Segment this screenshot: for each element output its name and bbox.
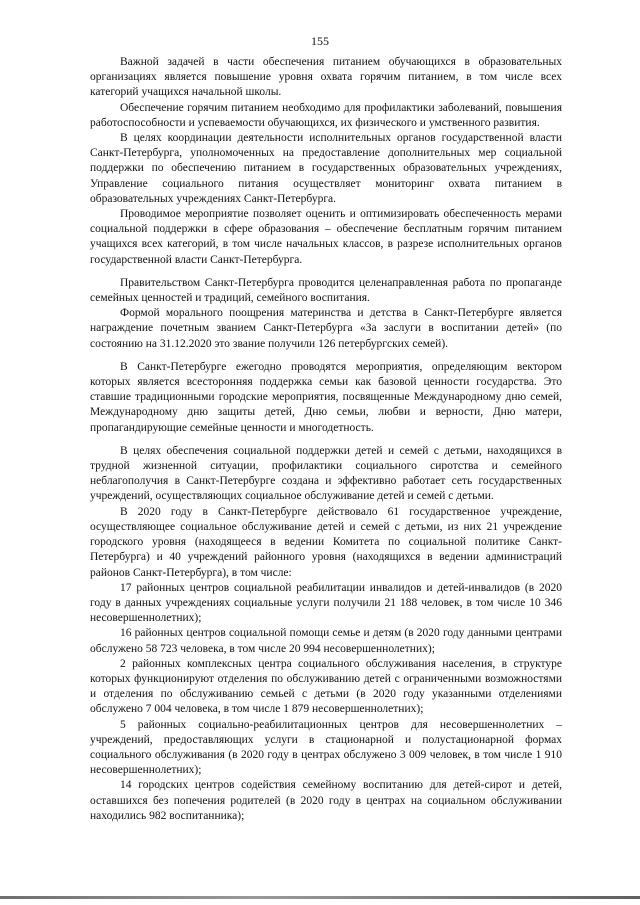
list-item-3: 2 районных комплексных центра социального обслуживания населения, в структуре которых функционируют отделения по обслуживанию детей с ограниченными возможностями и отделения по обслуживанию семьей с детьми (в 2020 году указанными отделениями обслужено 7 004 человека, в том числе 1 879 несовершеннолетних);: [90, 657, 562, 716]
paragraph-3: В целях координации деятельности исполнительных органов государственной власти Санкт-Петербурга, уполномоченных на предоставление дополнительных мер социальной поддержки по обеспечению питанием в государственных образовательных учреждениях, Управление социального питания осуществляет мониторинг охвата питанием в образовательных учреждениях Санкт-Петербурга.: [90, 132, 562, 205]
paragraph-2: Обеспечение горячим питанием необходимо для профилактики заболеваний, повышения работоспособности и успеваемости обучающихся, их физического и умственного развития.: [90, 101, 562, 129]
paragraph-4: Проводимое мероприятие позволяет оценить и оптимизировать обеспеченность мерами социальной поддержки в сфере образования – обеспечение бесплатным горячим питанием учащихся всех категорий, в том числе начальных классов, в разрезе исполнительных органов государственной власти Санкт-Петербурга.: [90, 208, 562, 266]
list-item-5: 14 городских центров содействия семейному воспитанию для детей-сирот и детей, оставшихся без попечения родителей (в 2020 году в центрах на социальном обслуживании находились 982 воспитанника);: [90, 779, 562, 822]
list-item-4: 5 районных социально-реабилитационных центров для несовершеннолетних – учреждений, предоставляющих услуги в стационарной и полустационарной формах социального обслуживания (в 2020 году в центрах обслужено 3 009 человек, в том числе 1 910 несовершеннолетних);: [90, 718, 562, 777]
paragraph-8: В целях обеспечения социальной поддержки детей и семей с детьми, находящихся в трудной жизненной ситуации, профилактики социального сиротства и семейного неблагополучия в Санкт-Петербурге создана и эффективно работает сеть государственных учреждений, осуществляющих социальное обслуживание детей и семей с детьми.: [90, 444, 562, 503]
scan-edge-line: [0, 896, 640, 899]
page-body: [90, 55, 562, 824]
paragraph-9: В 2020 году в Санкт-Петербурге действовало 61 государственное учреждение, осуществляющее социальное обслуживание детей и семей с детьми, из них 21 учреждение городского уровня (находящееся в ведении Комитета по социальной политике Санкт-Петербурга) и 40 учреждений районного уровня (находящихся в ведении администраций районов Санкт-Петербурга), в том числе:: [90, 505, 562, 579]
paragraph-7: В Санкт-Петербурге ежегодно проводятся мероприятия, определяющим вектором которых является всесторонняя поддержка семьи как базовой ценности государства. Это ставшие традиционными городские мероприятия, посвященные Международному дню семей, Международному дню защиты детей, Дню семьи, любви и верности, Дню матери, пропагандирующие семейные ценности и многодетность.: [90, 360, 562, 434]
page-number: 155: [311, 34, 329, 48]
list-item-2: 16 районных центров социальной помощи семье и детям (в 2020 году данными центрами обслужено 58 723 человека, в том числе 20 994 несовершеннолетних);: [90, 627, 562, 655]
paragraph-5: Правительством Санкт-Петербурга проводится целенаправленная работа по пропаганде семейных ценностей и традиций, семейного воспитания.: [90, 276, 562, 305]
paragraph-1: Важной задачей в части обеспечения питанием обучающихся в образовательных организациях является повышение уровня охвата горячим питанием, в том числе всех категорий учащихся начальной школы.: [90, 56, 562, 99]
paragraph-6: Формой морального поощрения материнства и детства в Санкт-Петербурге является награждение почетным званием Санкт-Петербурга «За заслуги в воспитании детей» (по состоянию на 31.12.2020 это звание получили 126 петербургских семей).: [90, 307, 562, 350]
list-item-1: 17 районных центров социальной реабилитации инвалидов и детей-инвалидов (в 2020 году в данных учреждениях социальные услуги получили 21 188 человек, в том числе 10 346 несовершеннолетних);: [90, 581, 562, 625]
